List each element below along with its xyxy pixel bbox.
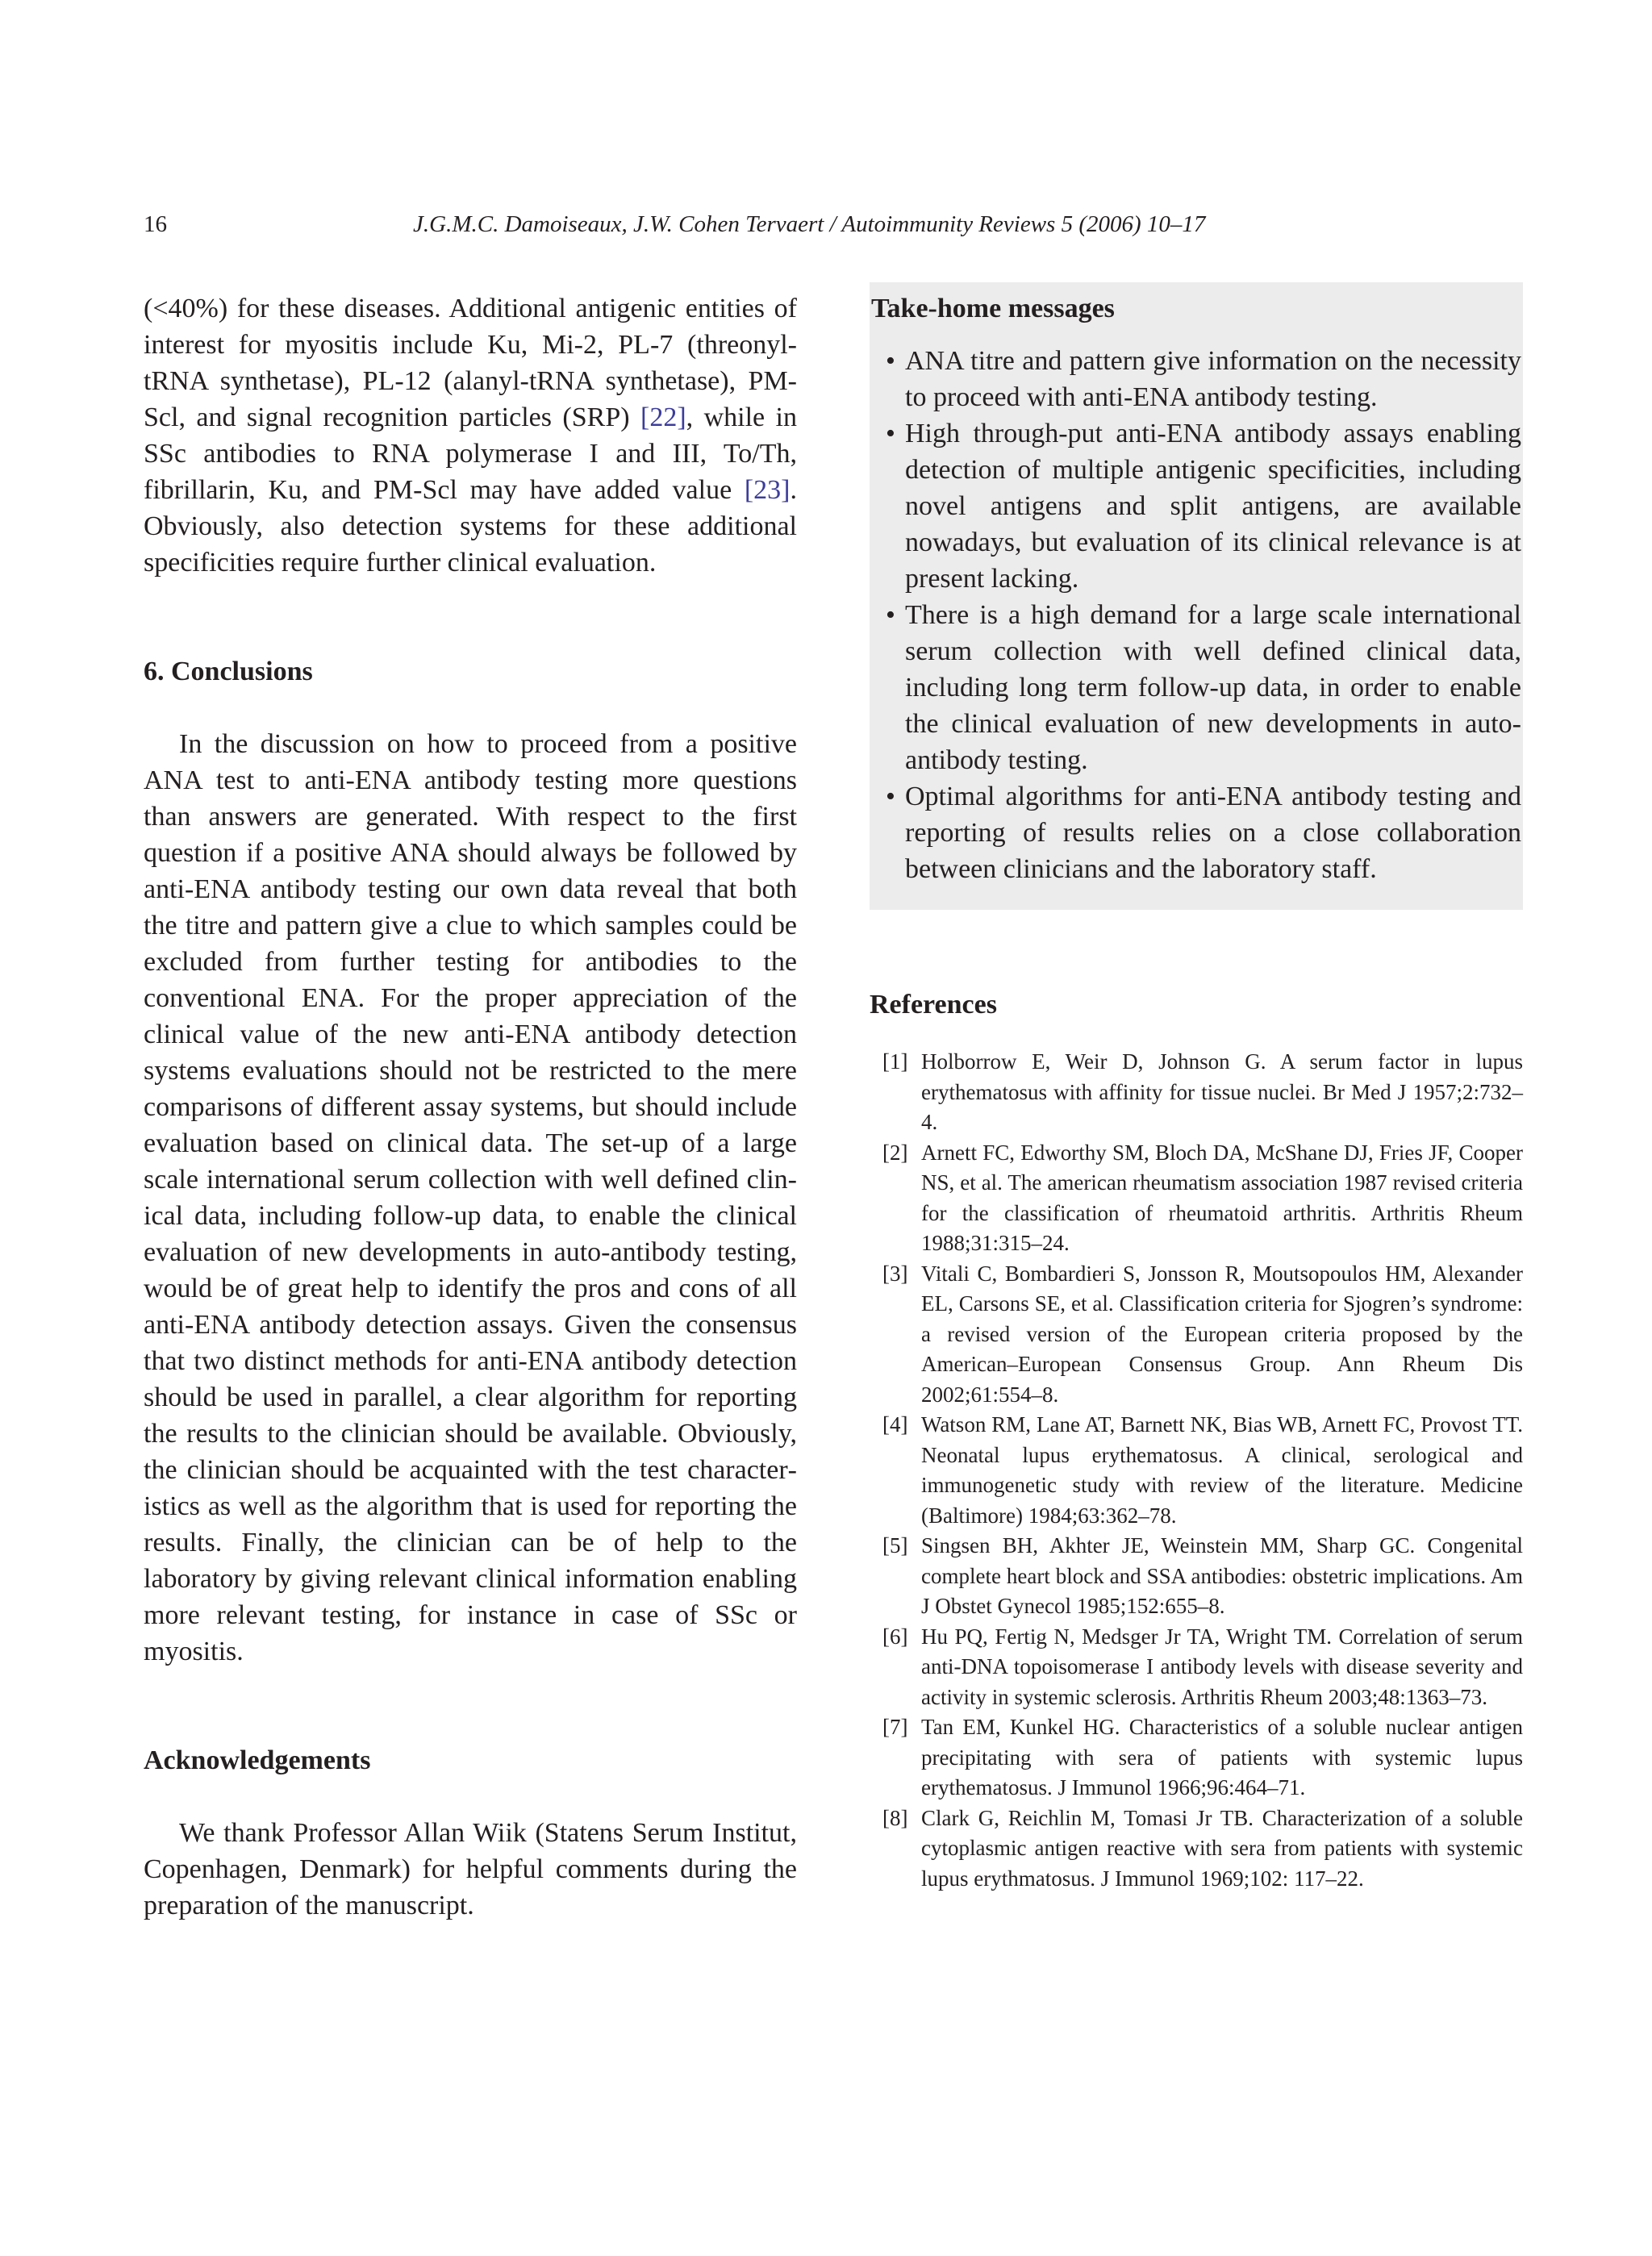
reference-text: Watson RM, Lane AT, Barnett NK, Bias WB, Arnett FC, Provost TT. Neonatal lupus erythematosus. A clinical, serological and immunogenetic study with review of the literature. Medicine (Baltimore) 1984;63:362–78. xyxy=(921,1412,1523,1528)
takehome-item xyxy=(870,597,1523,778)
left-column xyxy=(144,290,797,1924)
reference-text: Hu PQ, Fertig N, Medsger Jr TA, Wright TM. Correlation of serum anti-DNA topoisomerase I antibody levels with disease severity and activity in systemic sclerosis. Arthritis Rheum 2003;48:1363–73. xyxy=(921,1624,1523,1709)
reference-number: [6] xyxy=(882,1624,908,1649)
continuation-paragraph xyxy=(144,290,797,581)
reference-item xyxy=(870,1531,1523,1622)
reference-item xyxy=(870,1047,1523,1138)
acknowledgements-heading: Acknowledgements xyxy=(144,1745,371,1775)
reference-number: [1] xyxy=(882,1049,908,1074)
takehome-item xyxy=(870,778,1523,887)
reference-item xyxy=(870,1259,1523,1411)
reference-text: Arnett FC, Edworthy SM, Bloch DA, McShane DJ, Fries JF, Cooper NS, et al. The american rheumatism association 1987 revised criteria for the classification of rheumatoid arthritis. Arthritis Rheum 1988;31:315–24. xyxy=(921,1140,1523,1255)
reference-item xyxy=(870,1622,1523,1713)
reference-list xyxy=(870,1047,1523,1894)
takehome-item xyxy=(870,415,1523,597)
reference-item xyxy=(870,1410,1523,1531)
conclusions-heading: 6. Conclusions xyxy=(144,657,313,686)
takehome-text: There is a high demand for a large scale international serum collection with well defined clinical data, including long term follow-up data, in order to enable the clinical evaluation of new developments in auto-antibody testing. xyxy=(905,600,1521,775)
takehome-text: High through-put anti-ENA antibody assays enabling detection of multiple antigenic specificities, including novel antigens and split antigens, are available nowadays, but evaluation of its clinical relevance is at present lacking. xyxy=(905,419,1521,594)
running-title: J.G.M.C. Damoiseaux, J.W. Cohen Tervaert / Autoimmunity Reviews 5 (2006) 10–17 xyxy=(413,211,1206,237)
continuation-text-1: (<40%) for these diseases. Additional antigenic entities of interest for myositis include Ku, Mi-2, PL-7 (threonyl-tRNA synthetase), PL-12 (alanyl-tRNA synthetase), PM-Scl, and signal recognition particles (SRP) xyxy=(144,294,797,432)
reference-number: [8] xyxy=(882,1805,908,1830)
reference-item xyxy=(870,1712,1523,1804)
reference-text: Clark G, Reichlin M, Tomasi Jr TB. Characterization of a soluble cytoplasmic antigen reactive with sera from patients with systemic lupus erythmatosus. J Immunol 1969;102: 117–22. xyxy=(921,1805,1523,1891)
continuation-text-2: , while in SSc antibodies to RNA polymerase I and III, To/Th, fibrillarin, Ku, and PM-Scl may have added value xyxy=(144,402,798,505)
references-heading: References xyxy=(870,990,997,1020)
continuation-text-3: . Obviously, also detection systems for these additional specificities require further clinical evaluation. xyxy=(144,475,797,578)
reference-number: [3] xyxy=(882,1261,908,1286)
acknowledgements-paragraph: We thank Professor Allan Wiik (Statens Serum Institut, Copenhagen, Denmark) for helpful comments during the preparation of the manuscript. xyxy=(144,1818,797,1920)
bullet-icon: • xyxy=(886,600,895,630)
takehome-list xyxy=(870,343,1523,887)
reference-number: [4] xyxy=(882,1412,908,1437)
takehome-heading: Take-home messages xyxy=(871,294,1115,323)
takehome-text: Optimal algorithms for anti-ENA antibody testing and reporting of results relies on a close collaboration between clinicians and the laboratory staff. xyxy=(905,782,1521,884)
reference-text: Holborrow E, Weir D, Johnson G. A serum factor in lupus erythematosus with affinity for tissue nuclei. Br Med J 1957;2:732–4. xyxy=(921,1049,1523,1134)
right-column xyxy=(870,282,1523,1894)
reference-number: [5] xyxy=(882,1533,908,1558)
reference-item xyxy=(870,1804,1523,1895)
reference-number: [2] xyxy=(882,1140,908,1165)
reference-number: [7] xyxy=(882,1715,908,1739)
bullet-icon: • xyxy=(886,419,895,448)
reference-text: Singsen BH, Akhter JE, Weinstein MM, Sharp GC. Congenital complete heart block and SSA antibodies: obstetric implications. Am J Obstet Gynecol 1985;152:655–8. xyxy=(921,1533,1523,1618)
bullet-icon: • xyxy=(886,346,895,376)
page-number: 16 xyxy=(144,211,167,237)
bullet-icon: • xyxy=(886,782,895,811)
takehome-item xyxy=(870,343,1523,415)
citation-link-22[interactable]: [22] xyxy=(640,402,686,432)
takehome-box xyxy=(870,282,1523,910)
reference-item xyxy=(870,1138,1523,1259)
reference-text: Vitali C, Bombardieri S, Jonsson R, Moutsopoulos HM, Alexander EL, Carsons SE, et al. Classification criteria for Sjogren’s syndrome: a revised version of the European criteria proposed by the American–European Consensus Group. Ann Rheum Dis 2002;61:554–8. xyxy=(921,1261,1523,1407)
takehome-text: ANA titre and pattern give information on the necessity to proceed with anti-ENA antibody testing. xyxy=(905,346,1521,412)
conclusions-paragraph: In the discussion on how to proceed from a positive ANA test to anti-ENA antibody testing more questions than answers are generated. With respect to the first question if a positive ANA should always be followed by anti-ENA antibody testing our own data reveal that both the titre and pattern give a clue to which samples could be excluded from further testing for antibodies to the conventional ENA. For the proper appreciation of the clinical value of the new anti-ENA antibody detection systems evaluations should not be restricted to the mere comparisons of different assay systems, but should include evaluation based on clinical data. The set-up of a large scale international serum collection with well defined clinical data, including follow-up data, to enable the clinical evaluation of new developments in auto-antibody testing, would be of great help to identify the pros and cons of all anti-ENA antibody detection assays. Given the consensus that two distinct methods for anti-ENA antibody detection should be used in parallel, a clear algorithm for reporting the results to the clinician should be available. Obviously, the clinician should be acquainted with the test characteristics as well as the algorithm that is used for reporting the results. Finally, the clinician can be of help to the laboratory by giving relevant clinical information enabling more relevant testing, for instance in case of SSc or myositis. xyxy=(144,729,797,1666)
citation-link-23[interactable]: [23] xyxy=(744,475,791,505)
running-head xyxy=(0,211,1652,244)
reference-text: Tan EM, Kunkel HG. Characteristics of a soluble nuclear antigen precipitating with sera of patients with systemic lupus erythematosus. J Immunol 1966;96:464–71. xyxy=(921,1715,1523,1799)
